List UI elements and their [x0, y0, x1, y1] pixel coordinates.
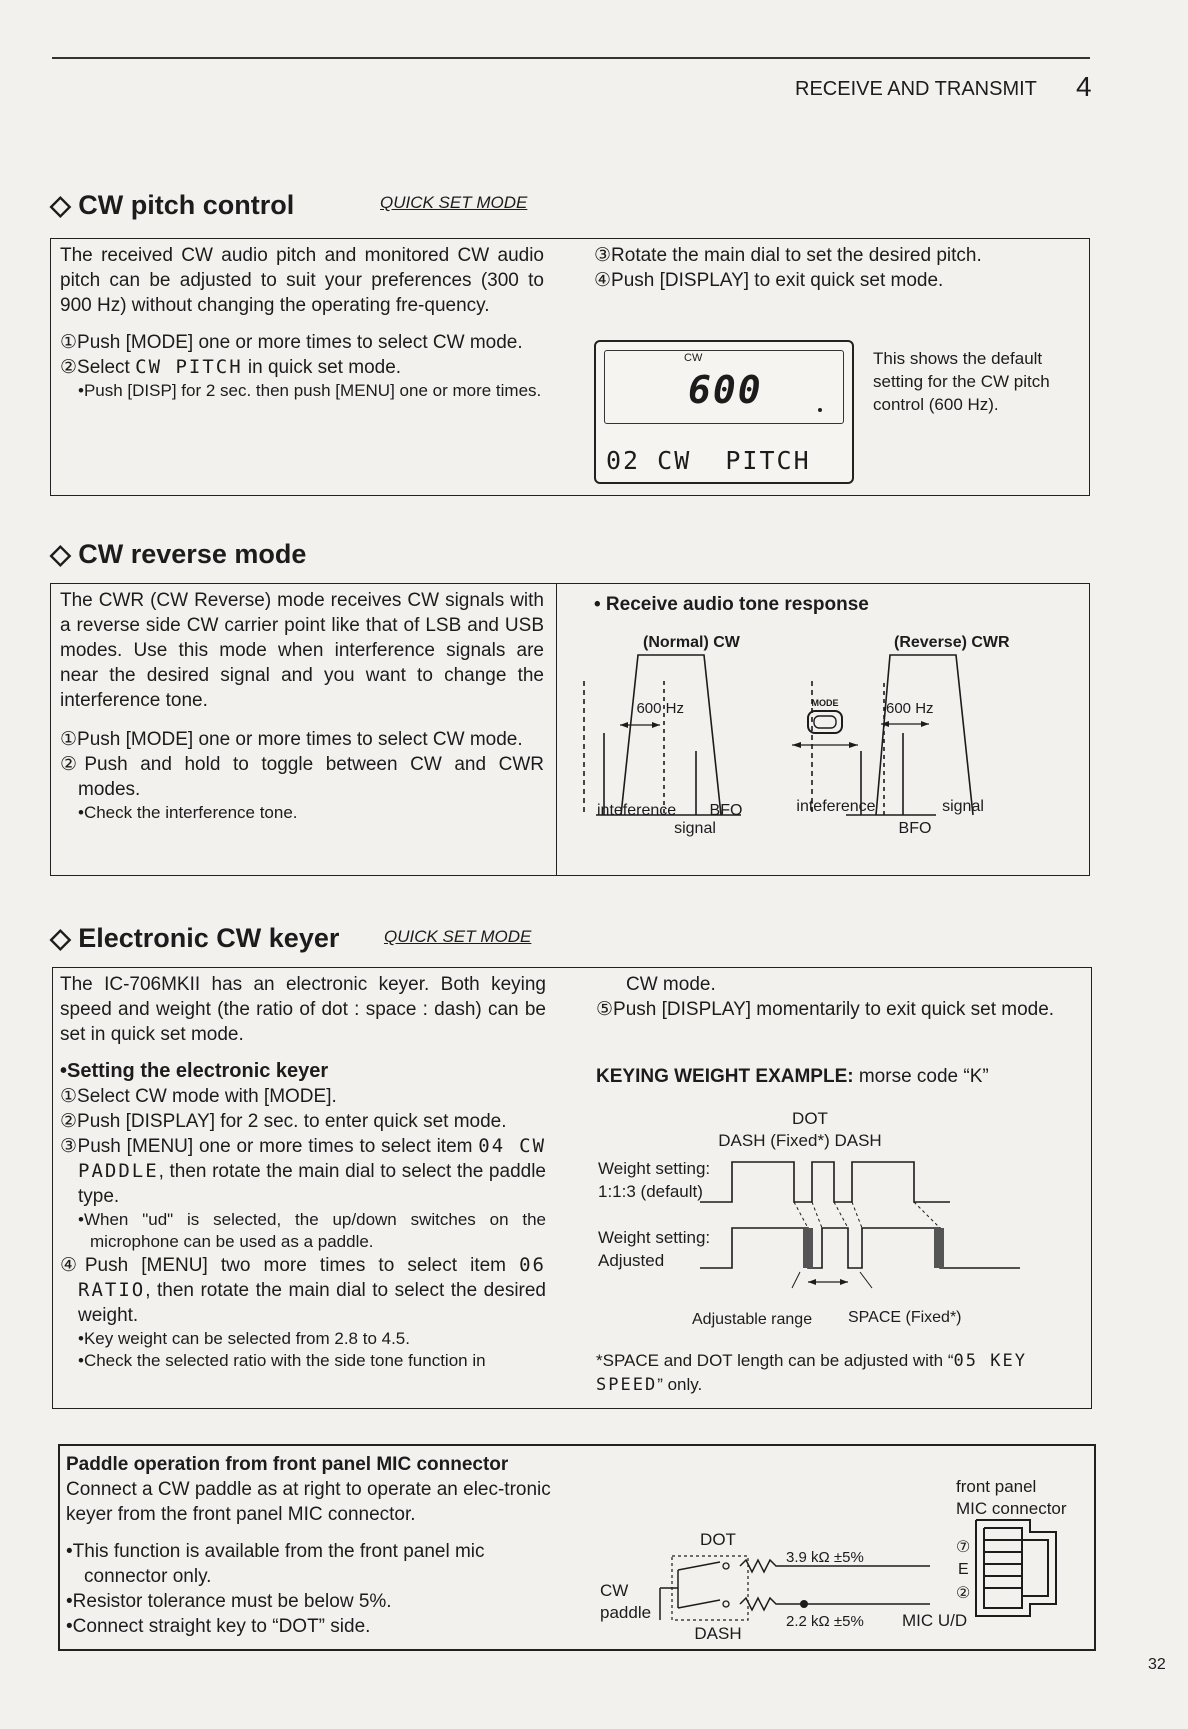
keyer-note4a: •Key weight can be selected from 2.8 to 4.5. [78, 1329, 410, 1348]
keying-example-title: KEYING WEIGHT EXAMPLE: morse code “K” [596, 1066, 989, 1087]
pitch-note: •Push [DISP] for 2 sec. then push [MENU] one or more times. [78, 381, 542, 400]
resistor-2 [740, 1598, 930, 1610]
chapter-number: 4 [1076, 71, 1092, 102]
reverse-title: ◇ CW reverse mode [50, 539, 307, 569]
keyer-step1: ①Select CW mode with [MODE]. [60, 1086, 337, 1107]
reverse-step1: ①Push [MODE] one or more times to select CW mode. [60, 729, 523, 750]
paddle-b3: •Connect straight key to “DOT” side. [66, 1616, 371, 1637]
paddle-b1: •This function is available from the front panel mic connector only. [66, 1541, 485, 1587]
tone-title: • Receive audio tone response [594, 594, 869, 615]
bfo-1: BFO [709, 802, 743, 819]
keyer-left [60, 972, 546, 1372]
weight2-b: Adjusted [598, 1251, 665, 1270]
pitch-title: ◇ CW pitch control [50, 190, 295, 220]
keyer-note4b: •Check the selected ratio with the side tone function in [78, 1351, 486, 1370]
dot-label: DOT [792, 1109, 828, 1128]
pitch-intro: The received CW audio pitch and monitored CW audio pitch can be adjusted to suit your preferences (300 to 900 Hz) without changing the operating fre-quency. [60, 245, 544, 316]
mode-key-icon [792, 698, 858, 748]
hz-reverse: 600 Hz [886, 700, 934, 717]
paddle-label: paddle [600, 1603, 652, 1622]
pitch-step2: ②Select CW PITCH in quick set mode. [60, 356, 402, 378]
dot-pin-label: DOT [700, 1530, 736, 1549]
r1-label: 3.9 kΩ ±5% [786, 1549, 864, 1566]
mic-ud-label: MIC U/D [902, 1611, 968, 1630]
lcd-caption: This shows the default setting for the CW pitch control (600 Hz). [873, 349, 1050, 414]
pin2-label: ② [956, 1585, 971, 1602]
keyer-step2: ②Push [DISPLAY] for 2 sec. to enter quick set mode. [60, 1111, 507, 1132]
section-title: RECEIVE AND TRANSMIT [795, 78, 1037, 100]
front-panel-label: front panel [956, 1477, 1037, 1496]
paddle-switch-box [672, 1556, 748, 1620]
weight1-b: 1:1:3 (default) [598, 1182, 703, 1201]
signal-1: signal [674, 820, 716, 837]
keyer-cont: CW mode. [626, 974, 716, 995]
lcd-mode: CW [684, 352, 703, 364]
keyer-step3: ③Push [MENU] one or more times to select item 04 CW PADDLE, then rotate the main dial to select the paddle type. [60, 1135, 547, 1207]
keyer-step4: ④Push [MENU] two more times to select item 06 RATIO, then rotate the main dial to select the desired weight. [60, 1254, 546, 1326]
keying-weight-diagram [590, 1100, 1090, 1340]
svg-text:MODE: MODE [811, 698, 839, 708]
mic-connector-icon [976, 1520, 1056, 1616]
waveform-default [700, 1162, 950, 1202]
pitch-step1: ①Push [MODE] one or more times to select CW mode. [60, 332, 523, 353]
weight2-a: Weight setting: [598, 1228, 711, 1247]
tone-response-diagram [556, 583, 1090, 876]
paddle-wiring-diagram [590, 1470, 1090, 1648]
pitch-step3: ③Rotate the main dial to set the desired pitch. [594, 245, 982, 266]
pinE-label: E [958, 1561, 969, 1578]
reverse-label: (Reverse) CWR [894, 634, 1010, 651]
keyer-footnote: *SPACE and DOT length can be adjusted with “05 KEY SPEED” only. [596, 1351, 1027, 1395]
keyer-title: ◇ Electronic CW keyer [50, 923, 340, 953]
hz-normal: 600 Hz [636, 700, 684, 717]
bfo-2: BFO [898, 820, 932, 837]
pitch-right [594, 243, 1084, 293]
keyer-note3: •When "ud" is selected, the up/down switches on the microphone can be used as a paddle. [78, 1210, 546, 1251]
keyer-subhead: •Setting the electronic keyer [60, 1060, 329, 1082]
signal-2: signal [942, 798, 984, 815]
inteference-1: inteference [597, 802, 677, 819]
lcd-display [594, 340, 854, 484]
reverse-step2: ②Push and hold to toggle between CW and CWR modes. [60, 754, 544, 800]
reverse-note: •Check the interference tone. [78, 803, 298, 822]
reverse-left [60, 588, 544, 824]
pitch-step4: ④Push [DISPLAY] to exit quick set mode. [594, 270, 944, 291]
normal-response-curve [584, 655, 741, 815]
paddle-title: Paddle operation from front panel MIC connector [66, 1454, 509, 1475]
pitch-left [60, 243, 544, 402]
pitch-mode-tag: QUICK SET MODE [380, 193, 528, 212]
r2-label: 2.2 kΩ ±5% [786, 1613, 864, 1630]
dash-pin-label: DASH [694, 1624, 742, 1643]
dash-fixed-label: DASH (Fixed*) DASH [718, 1131, 882, 1150]
paddle-intro: Connect a CW paddle as at right to operate an elec-tronic keyer from the front panel MIC connector. [66, 1479, 551, 1525]
weight1-a: Weight setting: [598, 1159, 711, 1178]
reverse-response-curve [812, 655, 973, 815]
inteference-2: inteference [796, 798, 876, 815]
keyer-step5: ⑤Push [DISPLAY] momentarily to exit quick set mode. [596, 999, 1055, 1020]
pin7-label: ⑦ [956, 1539, 971, 1556]
keyer-intro: The IC-706MKII has an electronic keyer. Both keying speed and weight (the ratio of dot : space : dash) can be set in quick set mode. [60, 974, 546, 1045]
lcd-bottom: 02 CW PITCH [606, 446, 811, 475]
paddle-b2: •Resistor tolerance must be below 5%. [66, 1591, 392, 1612]
normal-label: (Normal) CW [643, 634, 740, 651]
page-number: 32 [1148, 1656, 1166, 1673]
keyer-mode-tag: QUICK SET MODE [384, 927, 532, 946]
space-fixed-label: SPACE (Fixed*) [848, 1309, 962, 1326]
reverse-intro: The CWR (CW Reverse) mode receives CW signals with a reverse side CW carrier point like that of LSB and USB modes. Use this mode when interference signals are near the desired signal and you want to change the interference tone. [60, 590, 544, 711]
lcd-value: 600 [688, 368, 763, 412]
keyer-right [596, 972, 1090, 1022]
cw-label: CW [600, 1581, 629, 1600]
paddle-left [66, 1452, 556, 1639]
mic-connector-label: MIC connector [956, 1499, 1067, 1518]
waveform-adjusted [700, 1228, 1020, 1268]
header-rule [52, 57, 1090, 59]
adjustable-range-label: Adjustable range [692, 1311, 813, 1328]
